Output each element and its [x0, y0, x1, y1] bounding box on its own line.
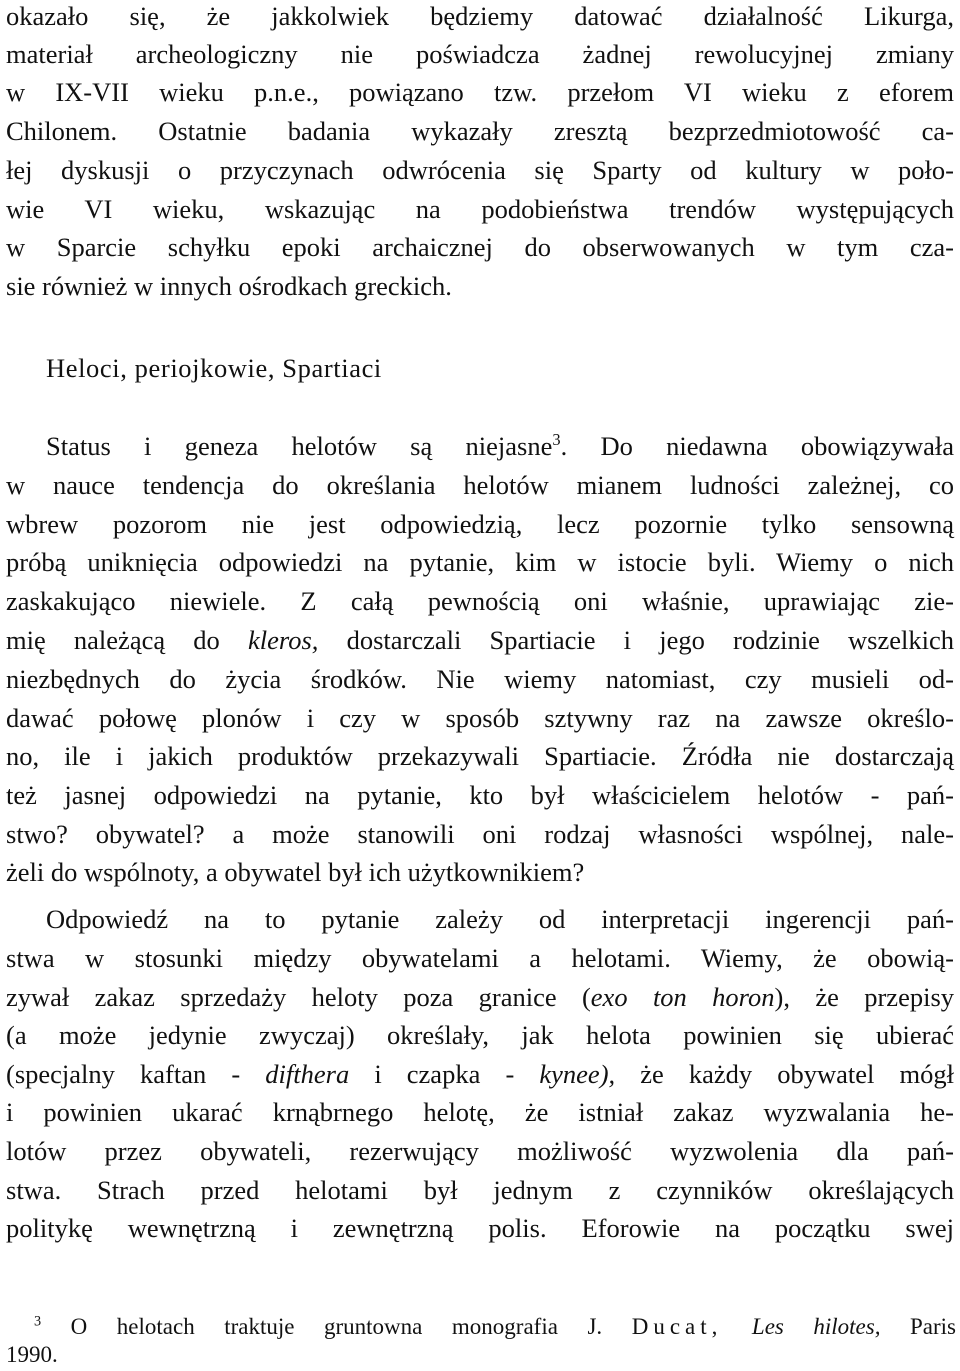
footnote-text: Paris — [880, 1314, 956, 1339]
paragraph-line — [6, 624, 954, 656]
footnote-title: Les hilotes, — [751, 1314, 881, 1339]
paragraph-line: no, ile i jakich produktów przekazywali Spartiacie. Źródła nie dostarczają — [6, 741, 954, 771]
paragraph-line: Odpowiedź na to pytanie zależy od interpretacji ingerencji pań- — [46, 904, 954, 934]
paragraph-line: stwa. Strach przed helotami był jednym z czynników określających — [6, 1175, 954, 1205]
italic-term: kleros, — [247, 625, 319, 655]
footnote-number: 3 — [34, 1313, 42, 1330]
paragraph-line: łej dyskusji o przyczynach odwrócenia się Sparty od kultury w poło- — [6, 155, 954, 185]
paragraph-line: w nauce tendencja do określania helotów mianem ludności zależnej, co — [6, 470, 954, 500]
paragraph-line: niezbędnych do życia środków. Nie wiemy natomiast, czy musieli od- — [6, 664, 954, 694]
paragraph-line: Chilonem. Ostatnie badania wykazały zresztą bezprzedmiotowość ca- — [6, 116, 954, 146]
paragraph-line — [46, 430, 954, 462]
text-span: że każdy obywatel mógł — [615, 1059, 954, 1089]
section-heading: Heloci, periojkowie, Spartiaci — [46, 353, 382, 383]
paragraph-line: politykę wewnętrzną i zewnętrzną polis. Eforowie na początku swej — [6, 1213, 954, 1243]
paragraph-line: (a może jedynie zwyczaj) określały, jak helota powinien się ubierać — [6, 1020, 954, 1050]
paragraph-line: próbą uniknięcia odpowiedzi na pytanie, kim w istocie byli. Wiemy o nich — [6, 547, 954, 577]
footnote-text: O helotach traktuje gruntowna monografia J. — [41, 1314, 632, 1339]
paragraph-line: materiał archeologiczny nie poświadcza żadnej rewolucyjnej zmiany — [6, 39, 954, 69]
footnote-author: Ducat, — [631, 1314, 723, 1339]
footnote-continuation: 1990. — [6, 1342, 58, 1367]
text-span: dostarczali Spartiacie i jego rodzinie wszelkich — [318, 625, 954, 655]
italic-term: exo ton horon — [590, 982, 775, 1012]
text-span: (specjalny kaftan - — [6, 1059, 266, 1089]
text-span: Status i geneza helotów są niejasne — [46, 431, 553, 461]
text-span: mię należącą do — [6, 625, 248, 655]
paragraph-line — [6, 981, 954, 1013]
italic-term: kynee), — [539, 1059, 616, 1089]
text-span: ), że przepisy — [774, 982, 955, 1012]
paragraph-line: zaskakująco niewiele. Z całą pewnością oni właśnie, uprawiając zie- — [6, 586, 954, 616]
footnote — [34, 1312, 956, 1342]
paragraph-line: w Sparcie schyłku epoki archaicznej do obserwowanych w tym cza- — [6, 232, 954, 262]
paragraph-line: dawać połowę plonów i czy w sposób sztywny raz na zawsze określo- — [6, 703, 954, 733]
paragraph-line — [6, 1058, 954, 1090]
text-span: i czapka - — [349, 1059, 540, 1089]
paragraph-line: wbrew pozorom nie jest odpowiedzią, lecz pozornie tylko sensowną — [6, 509, 954, 539]
paragraph-line: żeli do wspólnoty, a obywatel był ich użytkownikiem? — [6, 857, 585, 887]
paragraph-line: i powinien ukarać krnąbrnego helotę, że istniał zakaz wyzwalania he- — [6, 1097, 954, 1127]
text-span: zywał zakaz sprzedaży heloty poza granice ( — [6, 982, 591, 1012]
paragraph-line: stwo? obywatel? a może stanowili oni rodzaj własności wspólnej, nale- — [6, 819, 954, 849]
paragraph-line: też jasnej odpowiedzi na pytanie, kto był właścicielem helotów - pań- — [6, 780, 954, 810]
paragraph-line: wie VI wieku, wskazując na podobieństwa trendów występujących — [6, 194, 954, 224]
paragraph-line: w IX-VII wieku p.n.e., powiązano tzw. przełom VI wieku z eforem — [6, 77, 954, 107]
footnote-reference: 3 — [552, 430, 561, 450]
paragraph-line: sie również w innych ośrodkach greckich. — [6, 271, 452, 301]
text-span: . Do niedawna obowiązywała — [560, 431, 954, 461]
italic-term: difthera — [265, 1059, 350, 1089]
paragraph-line: stwa w stosunki między obywatelami a helotami. Wiemy, że obowią- — [6, 943, 954, 973]
paragraph-line: lotów przez obywateli, rezerwujący możliwość wyzwolenia dla pań- — [6, 1136, 954, 1166]
paragraph-line: okazało się, że jakkolwiek będziemy datować działalność Likurga, — [6, 1, 954, 31]
